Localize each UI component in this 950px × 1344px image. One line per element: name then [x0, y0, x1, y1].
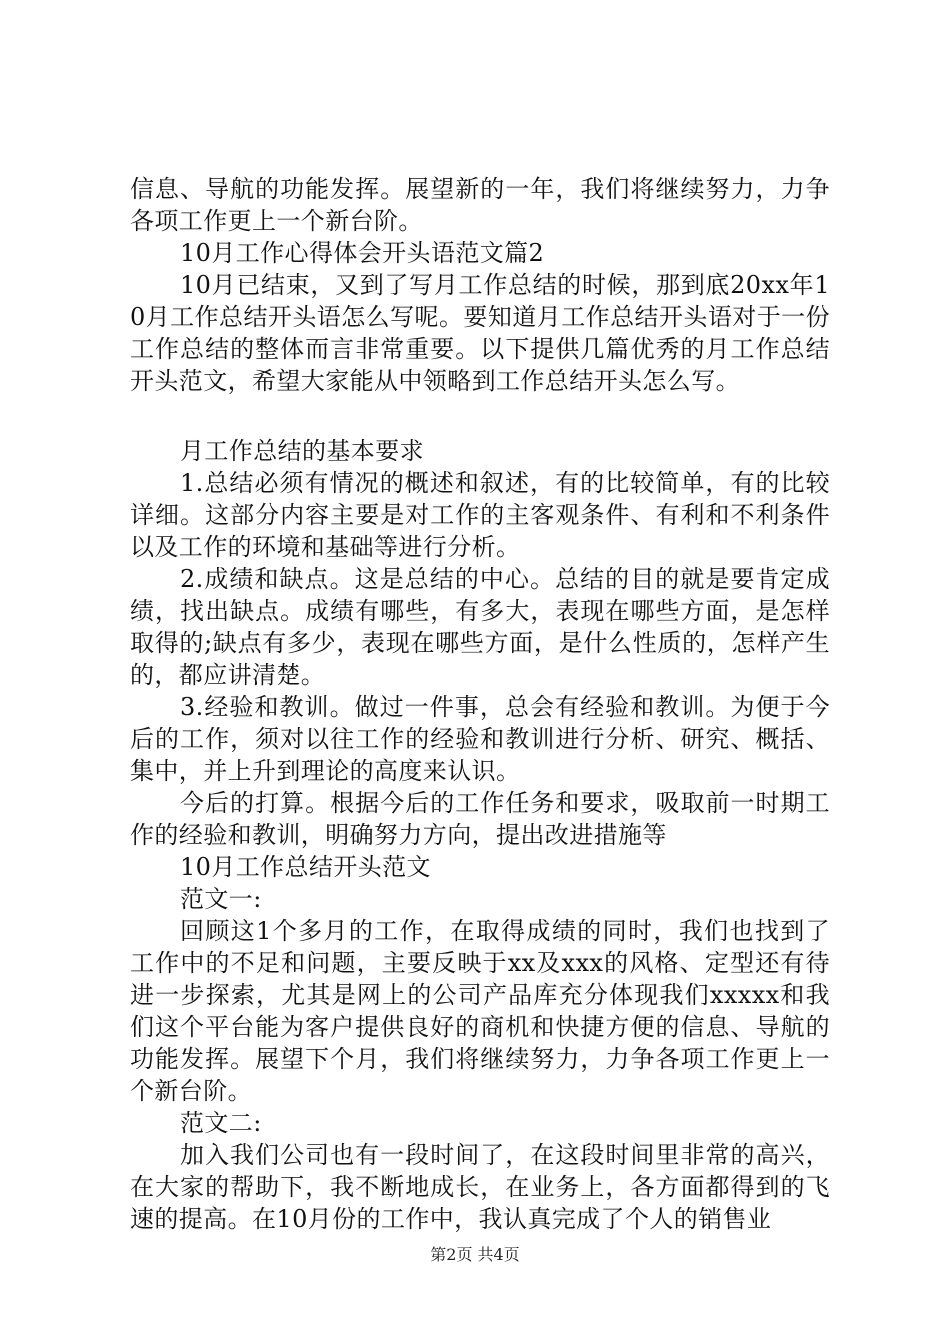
document-body — [130, 173, 830, 1235]
paragraph-requirement-1: 1.总结必须有情况的概述和叙述，有的比较简单，有的比较详细。这部分内容主要是对工作的主客观条件、有利和不利条件以及工作的环境和基础等进行分析。 — [130, 469, 830, 561]
section-heading-examples: 10月工作总结开头范文 — [180, 853, 431, 881]
paragraph-continuation: 信息、导航的功能发挥。展望新的一年，我们将继续努力，力争各项工作更上一个新台阶。 — [130, 175, 830, 235]
paragraph-example-two: 加入我们公司也有一段时间了，在这段时间里非常的高兴，在大家的帮助下，我不断地成长，在业务上，各方面都得到的飞速的提高。在10月份的工作中，我认真完成了个人的销售业 — [130, 1141, 830, 1233]
paragraph-requirement-3: 3.经验和教训。做过一件事，总会有经验和教训。为便于今后的工作，须对以往工作的经验和教训进行分析、研究、概括、集中，并上升到理论的高度来认识。 — [130, 693, 830, 785]
example-two-label: 范文二: — [180, 1109, 262, 1137]
example-one-label: 范文一: — [180, 885, 262, 913]
paragraph-future-plans: 今后的打算。根据今后的工作任务和要求，吸取前一时期工作的经验和教训，明确努力方向，提出改进措施等 — [130, 789, 830, 849]
paragraph-example-one: 回顾这1个多月的工作，在取得成绩的同时，我们也找到了工作中的不足和问题，主要反映于xx及xxx的风格、定型还有待进一步探索，尤其是网上的公司产品库充分体现我们xxxxx和我们这个平台能为客户提供良好的商机和快捷方便的信息、导航的功能发挥。展望下个月，我们将继续努力，力争各项工作更上一个新台阶。 — [130, 917, 830, 1105]
section-heading-article-2: 10月工作心得体会开头语范文篇2 — [180, 239, 545, 267]
page-number-footer: 第2页 共4页 — [430, 1245, 520, 1264]
section-heading-requirements: 月工作总结的基本要求 — [180, 437, 424, 465]
paragraph-intro: 10月已结束，又到了写月工作总结的时候，那到底20xx年10月工作总结开头语怎么写呢。要知道月工作总结开头语对于一份工作总结的整体而言非常重要。以下提供几篇优秀的月工作总结开头范文，希望大家能从中领略到工作总结开头怎么写。 — [130, 271, 830, 395]
paragraph-requirement-2: 2.成绩和缺点。这是总结的中心。总结的目的就是要肯定成绩，找出缺点。成绩有哪些，有多大，表现在哪些方面，是怎样取得的;缺点有多少，表现在哪些方面，是什么性质的，怎样产生的，都应讲清楚。 — [130, 565, 830, 689]
